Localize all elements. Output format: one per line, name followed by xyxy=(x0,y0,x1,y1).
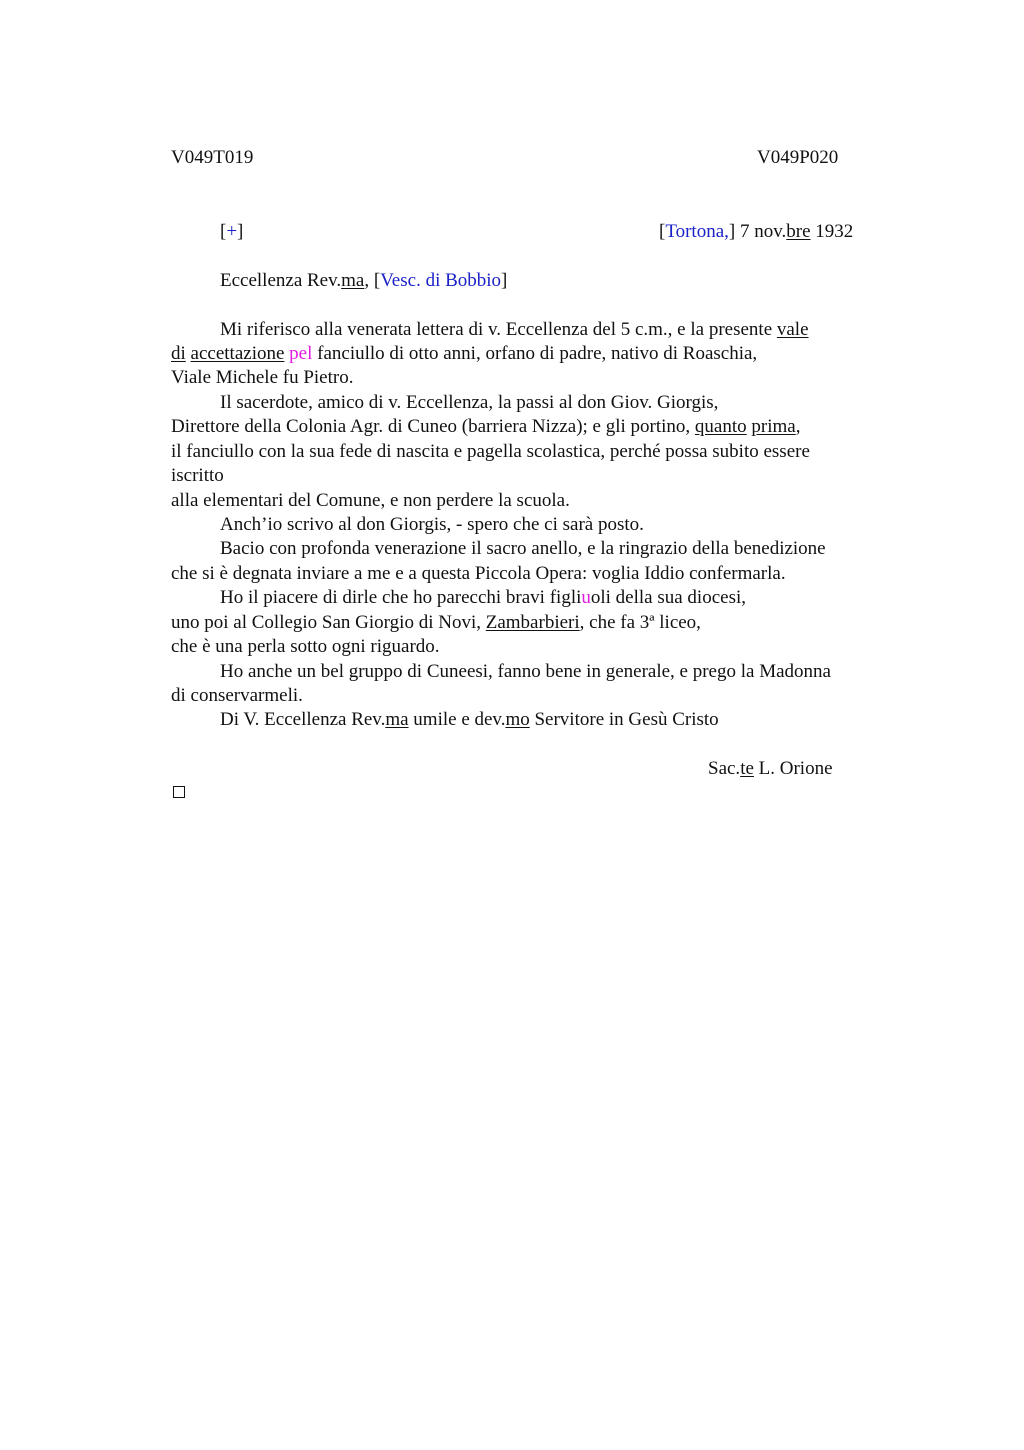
body-line: Ho anche un bel gruppo di Cuneesi, fanno bene in generale, e prego la Madonna xyxy=(220,661,831,682)
salutation-superscript: ma xyxy=(341,270,365,291)
text-run: Mi riferisco alla venerata lettera di v. Eccellenza del 5 c.m., e la presente xyxy=(220,319,777,340)
underlined-word: quanto xyxy=(694,416,747,437)
text-run: Direttore della Colonia Agr. di Cuneo (barriera Nizza); e gli portino, xyxy=(171,416,695,437)
body-line xyxy=(171,415,800,439)
body-line xyxy=(220,318,809,342)
underlined-word: di xyxy=(171,343,186,364)
highlighted-word: pel xyxy=(289,343,313,364)
highlighted-letter: u xyxy=(581,587,591,608)
body-line: che è una perla sotto ogni riguardo. xyxy=(171,636,440,657)
body-line xyxy=(171,611,701,635)
text-run: fanciullo di otto anni, orfano di padre, nativo di Roaschia, xyxy=(312,343,758,364)
letter-date: [Tortona,] 7 nov.bre 1932 xyxy=(659,221,854,242)
signature-a: Sac. xyxy=(708,758,741,779)
recipient: Vesc. di Bobbio xyxy=(380,270,502,291)
signature-name: L. Orione xyxy=(753,758,833,779)
salutation-b: , xyxy=(364,270,374,291)
salutation: Eccellenza Rev.ma, [Vesc. di Bobbio] xyxy=(220,270,508,291)
cross-mark: [+] xyxy=(220,221,244,242)
body-line: Anch’io scrivo al don Giorgis, - spero che ci sarà posto. xyxy=(220,514,644,535)
date-part-a: 7 nov. xyxy=(739,221,787,242)
body-line: che si è degnata inviare a me e a questa Piccola Opera: voglia Iddio confermarla. xyxy=(171,563,786,584)
body-line: di conservarmeli. xyxy=(171,685,303,706)
signature-superscript: te xyxy=(740,758,754,779)
text-run: Servitore in Gesù Cristo xyxy=(529,709,719,730)
body-line: alla elementari del Comune, e non perdere la scuola. xyxy=(171,490,570,511)
text-run: , che fa 3ª liceo, xyxy=(579,612,701,633)
end-box-icon xyxy=(173,786,185,798)
body-line xyxy=(171,342,757,366)
letter-place: Tortona, xyxy=(665,221,729,242)
underlined-word: accettazione xyxy=(190,343,285,364)
underlined-superscript: ma xyxy=(385,709,409,730)
text-run: uno poi al Collegio San Giorgio di Novi, xyxy=(171,612,486,633)
signature xyxy=(708,757,833,781)
underlined-word: prima xyxy=(751,416,796,437)
body-line: iscritto xyxy=(171,465,224,486)
text-run: Di V. Eccellenza Rev. xyxy=(220,709,386,730)
cross-symbol: + xyxy=(226,221,238,242)
body-line: il fanciullo con la sua fede di nascita e pagella scolastica, perché possa subito essere xyxy=(171,441,810,462)
body-line: Viale Michele fu Pietro. xyxy=(171,367,354,388)
underlined-superscript: mo xyxy=(505,709,530,730)
closing-line xyxy=(220,708,719,732)
text-run: oli della sua diocesi, xyxy=(590,587,747,608)
date-abbrev-superscript: bre xyxy=(786,221,811,242)
document-code-left: V049T019 xyxy=(171,147,254,168)
text-run: , xyxy=(795,416,801,437)
text-run: Ho il piacere di dirle che ho parecchi bravi figli xyxy=(220,587,582,608)
text-run: umile e dev. xyxy=(408,709,506,730)
salutation-a: Eccellenza Rev. xyxy=(220,270,342,291)
underlined-word: vale xyxy=(776,319,809,340)
document-code-right: V049P020 xyxy=(757,147,839,168)
body-line xyxy=(220,586,746,610)
body-line: Il sacerdote, amico di v. Eccellenza, la passi al don Giov. Giorgis, xyxy=(220,392,719,413)
body-line: Bacio con profonda venerazione il sacro anello, e la ringrazio della benedizione xyxy=(220,538,826,559)
underlined-word: Zambarbieri xyxy=(485,612,580,633)
date-year: 1932 xyxy=(815,221,854,242)
